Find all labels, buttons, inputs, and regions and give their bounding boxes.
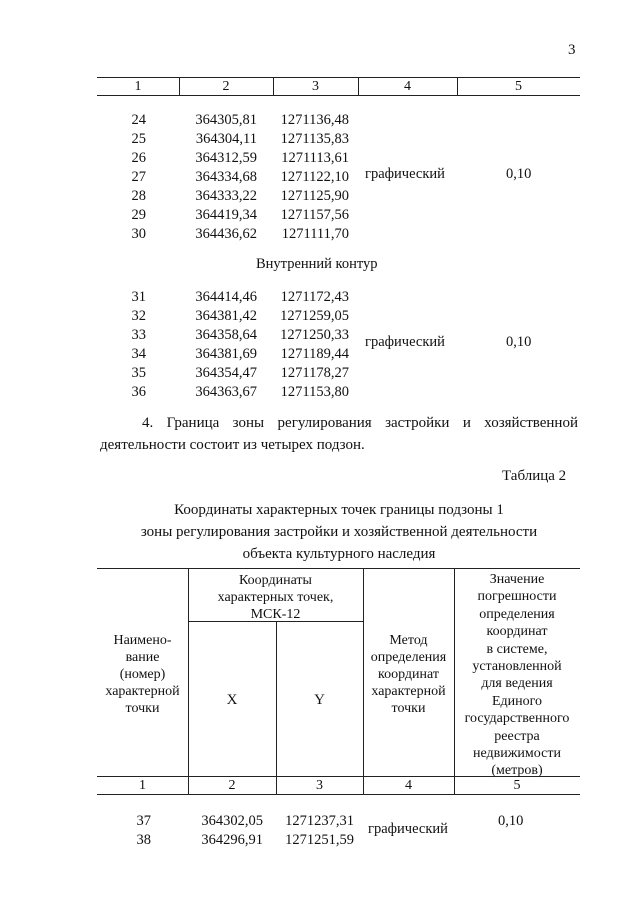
coord-x: 364305,81 bbox=[195, 112, 257, 128]
coord-y: 1271153,80 bbox=[280, 384, 349, 400]
method-label: графический bbox=[365, 334, 445, 350]
point-number: 34 bbox=[131, 346, 146, 362]
header-line: государственного bbox=[464, 711, 570, 727]
header-line: (метров) bbox=[491, 763, 543, 779]
point-number: 29 bbox=[131, 207, 146, 223]
point-number: 37 bbox=[136, 813, 151, 829]
table2-header-method bbox=[363, 632, 454, 717]
point-number: 31 bbox=[131, 289, 146, 305]
point-number: 28 bbox=[131, 188, 146, 204]
header-line: Метод bbox=[389, 633, 428, 648]
table1-col-header: 1 bbox=[134, 79, 142, 94]
point-number: 27 bbox=[131, 169, 146, 185]
method-label: графический bbox=[368, 821, 448, 837]
coord-x: 364304,11 bbox=[195, 131, 257, 147]
header-line: координат bbox=[486, 624, 548, 640]
header-line: реестра bbox=[494, 728, 540, 744]
table2-col-number: 5 bbox=[513, 778, 521, 793]
table2-numbers-border bbox=[97, 794, 580, 795]
coord-x: 364358,64 bbox=[195, 327, 257, 343]
table2-col-number: 3 bbox=[316, 778, 323, 793]
header-line: определения bbox=[479, 606, 555, 622]
table1-col-header: 2 bbox=[222, 79, 230, 94]
header-line: характерной bbox=[105, 684, 180, 699]
header-line: определения bbox=[370, 650, 447, 665]
coord-x: 364333,22 bbox=[195, 188, 257, 204]
header-line: в системе, bbox=[486, 641, 548, 657]
table1-col-header: 5 bbox=[515, 79, 522, 94]
coord-x: 364436,62 bbox=[195, 226, 257, 242]
coord-x: 364381,42 bbox=[195, 308, 257, 324]
header-line: точки bbox=[391, 701, 426, 716]
page-number: 3 bbox=[568, 42, 576, 58]
coord-x: 364354,47 bbox=[195, 365, 257, 381]
header-line: вание bbox=[125, 650, 160, 665]
point-number: 26 bbox=[131, 150, 146, 166]
coord-x: 364302,05 bbox=[201, 813, 263, 829]
header-line: (номер) bbox=[119, 667, 166, 682]
table2-title-line: объекта культурного наследия bbox=[242, 546, 436, 562]
point-number: 36 bbox=[131, 384, 146, 400]
coord-y: 1271250,33 bbox=[280, 327, 349, 343]
table2-header-x: X bbox=[226, 692, 238, 708]
table2-label: Таблица 2 bbox=[502, 468, 567, 484]
coord-x: 364414,46 bbox=[195, 289, 257, 305]
coord-x: 364334,68 bbox=[195, 169, 257, 185]
table2-header-accuracy bbox=[454, 571, 580, 780]
header-line: координат bbox=[378, 667, 439, 682]
header-line: характерных точек, bbox=[217, 590, 334, 605]
coord-y: 1271136,48 bbox=[280, 112, 349, 128]
coord-y: 1271113,61 bbox=[281, 150, 349, 166]
header-line: Координаты bbox=[239, 573, 312, 588]
paragraph bbox=[100, 412, 578, 456]
header-line: для ведения bbox=[481, 676, 553, 692]
table2-header-y: Y bbox=[314, 692, 325, 708]
accuracy-value: 0,10 bbox=[506, 166, 532, 182]
point-number: 35 bbox=[131, 365, 146, 381]
table2-header-point-name bbox=[97, 632, 188, 717]
table1-col-header: 4 bbox=[404, 79, 411, 94]
header-line: Единого bbox=[491, 693, 543, 709]
method-label: графический bbox=[365, 166, 445, 182]
table2-title bbox=[100, 499, 578, 565]
point-number: 24 bbox=[131, 112, 146, 128]
coord-y: 1271111,70 bbox=[281, 226, 349, 242]
header-line: точки bbox=[125, 701, 160, 716]
header-line: характерной bbox=[371, 684, 446, 699]
table1-header-bottom-border bbox=[97, 95, 580, 96]
table2-col-number: 1 bbox=[139, 778, 146, 793]
table2-top-border bbox=[97, 568, 580, 569]
paragraph-line: 4. Граница зоны регулирования застройки и хозяйственной bbox=[142, 415, 578, 431]
point-number: 30 bbox=[131, 226, 146, 242]
point-number: 38 bbox=[136, 832, 151, 848]
table2-header-coords bbox=[188, 572, 363, 623]
coord-x: 364381,69 bbox=[195, 346, 257, 362]
coord-y: 1271157,56 bbox=[280, 207, 349, 223]
header-line: Значение bbox=[489, 572, 545, 587]
coord-x: 364363,67 bbox=[195, 384, 257, 400]
coord-y: 1271251,59 bbox=[285, 832, 354, 848]
table1-col-header: 3 bbox=[312, 79, 319, 94]
header-line: недвижимости bbox=[473, 746, 561, 762]
coord-y: 1271259,05 bbox=[280, 308, 349, 324]
header-line: Наимено- bbox=[113, 633, 172, 648]
coord-y: 1271237,31 bbox=[285, 813, 354, 829]
coord-y: 1271172,43 bbox=[280, 289, 349, 305]
table2-col-number: 4 bbox=[405, 778, 412, 793]
header-line: установленной bbox=[472, 659, 562, 675]
table2-col-number: 2 bbox=[228, 778, 236, 793]
coord-y: 1271125,90 bbox=[280, 188, 349, 204]
paragraph-line: деятельности состоит из четырех подзон. bbox=[100, 437, 365, 453]
coord-y: 1271122,10 bbox=[280, 169, 349, 185]
coord-y: 1271178,27 bbox=[280, 365, 349, 381]
table2-title-line: зоны регулирования застройки и хозяйственной деятельности bbox=[140, 524, 538, 540]
coord-y: 1271135,83 bbox=[280, 131, 349, 147]
table1-header-top-border bbox=[97, 77, 580, 78]
table2-title-line: Координаты характерных точек границы подзоны 1 bbox=[174, 502, 504, 518]
point-number: 33 bbox=[131, 327, 146, 343]
coord-y: 1271189,44 bbox=[280, 346, 349, 362]
accuracy-value: 0,10 bbox=[498, 813, 524, 829]
header-line: погрешности bbox=[477, 589, 557, 605]
accuracy-value: 0,10 bbox=[506, 334, 532, 350]
coord-x: 364296,91 bbox=[201, 832, 263, 848]
point-number: 32 bbox=[131, 308, 146, 324]
coord-x: 364419,34 bbox=[195, 207, 257, 223]
header-line: МСК-12 bbox=[250, 607, 301, 622]
point-number: 25 bbox=[131, 131, 146, 147]
inner-contour-label: Внутренний контур bbox=[256, 256, 378, 272]
coord-x: 364312,59 bbox=[195, 150, 257, 166]
